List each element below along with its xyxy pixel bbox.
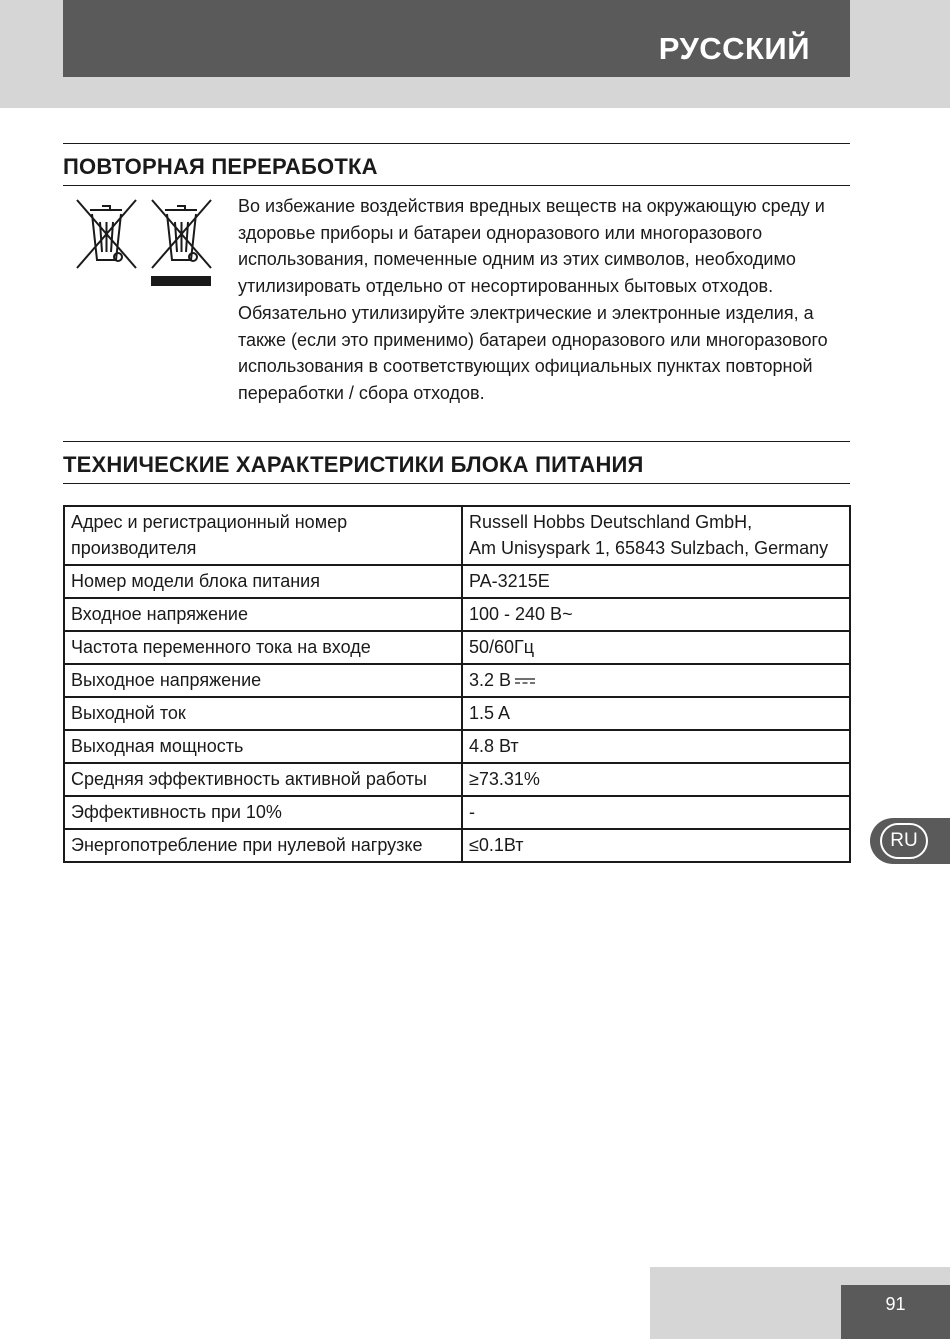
section-bottom-rule xyxy=(63,185,850,186)
table-row xyxy=(64,796,850,829)
spec-label: Выходная мощность xyxy=(64,730,462,763)
spec-label: Эффективность при 10% xyxy=(64,796,462,829)
table-row xyxy=(64,565,850,598)
table-row xyxy=(64,730,850,763)
spec-value: 4.8 Вт xyxy=(462,730,850,763)
dc-current-icon xyxy=(515,677,535,685)
spec-value: 1.5 A xyxy=(462,697,850,730)
spec-label: Входное напряжение xyxy=(64,598,462,631)
spec-value: 100 - 240 В~ xyxy=(462,598,850,631)
spec-value: ≤0.1Вт xyxy=(462,829,850,862)
spec-value: PA-3215E xyxy=(462,565,850,598)
recycling-paragraph: Во избежание воздействия вредных веществ на окружающую среду и здоровье приборы и батареи одноразового или многоразового использования, помеченные одним из этих символов, необходимо утилизировать отдельно от несортированных бытовых отходов. Обязательно утилизируйте электрические и электронные изделия, а также (если это применимо) батареи одноразового или многоразового использования в соответствующих официальных пунктах повторной переработки / сбора отходов. xyxy=(238,196,828,403)
table-row xyxy=(64,829,850,862)
spec-label: Частота переменного тока на входе xyxy=(64,631,462,664)
section-top-rule xyxy=(63,143,850,144)
page-number: 91 xyxy=(885,1294,906,1314)
recycling-heading: ПОВТОРНАЯ ПЕРЕРАБОТКА xyxy=(63,154,378,179)
spec-value xyxy=(462,664,850,697)
spec-label: Выходной ток xyxy=(64,697,462,730)
table-row xyxy=(64,664,850,697)
table-row xyxy=(64,506,850,565)
spec-value: ≥73.31% xyxy=(462,763,850,796)
specs-top-rule xyxy=(63,441,850,442)
output-voltage-value: 3.2 В xyxy=(469,670,512,690)
language-side-tab xyxy=(870,818,950,864)
language-title: РУССКИЙ xyxy=(658,31,810,66)
spec-label: Средняя эффективность активной работы xyxy=(64,763,462,796)
spec-label: Номер модели блока питания xyxy=(64,565,462,598)
specs-bottom-rule xyxy=(63,483,850,484)
spec-value: 50/60Гц xyxy=(462,631,850,664)
spec-value: - xyxy=(462,796,850,829)
spec-label: Энергопотребление при нулевой нагрузке xyxy=(64,829,462,862)
crossed-out-wheelie-bin-with-bar-icon xyxy=(147,194,215,288)
table-row xyxy=(64,697,850,730)
specs-heading: ТЕХНИЧЕСКИЕ ХАРАКТЕРИСТИКИ БЛОКА ПИТАНИЯ xyxy=(63,452,644,477)
spec-label: Адрес и регистрационный номер производителя xyxy=(64,506,462,565)
table-row xyxy=(64,763,850,796)
language-header-bar xyxy=(63,0,850,77)
manufacturer-name: Russell Hobbs Deutschland GmbH, xyxy=(469,512,753,532)
power-supply-spec-table xyxy=(63,505,851,863)
crossed-out-wheelie-bin-icon xyxy=(72,194,140,270)
spec-value xyxy=(462,506,850,565)
page-number-box xyxy=(841,1285,950,1339)
spec-label: Выходное напряжение xyxy=(64,664,462,697)
manufacturer-address: Am Unisyspark 1, 65843 Sulzbach, Germany xyxy=(469,538,829,558)
table-row xyxy=(64,598,850,631)
table-row xyxy=(64,631,850,664)
language-badge: RU xyxy=(880,823,928,859)
